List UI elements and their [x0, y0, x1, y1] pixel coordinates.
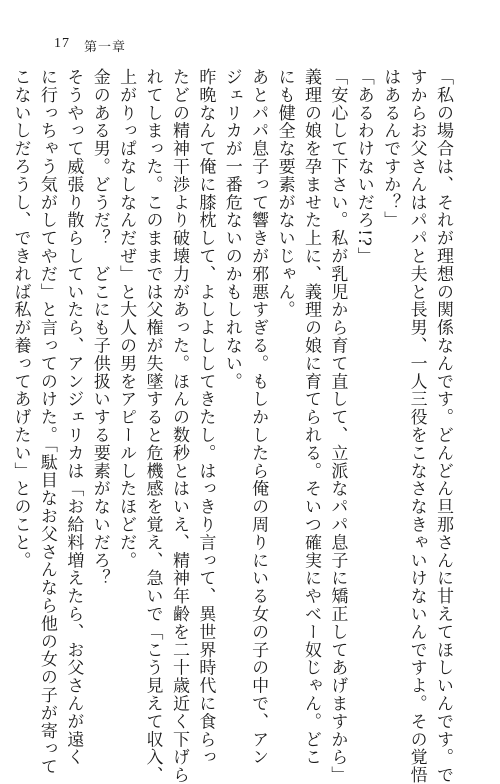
- text-line: に行っちゃう気がしてやだ」と言ってのけた。「駄目なお父さんなら他の女の子が寄って: [36, 68, 57, 776]
- text-line: れてしまった。このままでは父権が失墜すると危機感を覚え、急いで「こう見えて収入、: [142, 68, 163, 784]
- page-header: [54, 36, 126, 55]
- text-line: あとパパ息子って響きが邪悪すぎる。もしかしたら俺の周りにいる女の子の中で、アン: [248, 68, 269, 767]
- text-line: にも健全な要素がないじゃん。: [274, 68, 295, 319]
- text-line: たどの精神干渉より破壊力があった。ほんの数秒とはいえ、精神年齢を二十歳近く下げら: [168, 68, 189, 784]
- text-line: 昨晩なんて俺に膝枕して、よしよししてきたし。はっきり言って、異世界時代に食らっ: [195, 68, 216, 767]
- text-line: 「安心して下さい。私が乳児から育て直して、立派なパパ息子に矯正してあげますから」: [327, 68, 348, 784]
- text-line: 金のある男。どうだ？ どこにも子供扱いする要素がないだろ？: [89, 68, 110, 588]
- text-line: 「あるわけないだろ!?」: [353, 68, 374, 265]
- text-line: ジェリカが一番危ないのかもしれない。: [221, 68, 242, 391]
- text-line: そうやって威張り散らしていたら、アンジェリカは「お給料増えたら、お父さんが遠く: [63, 68, 84, 767]
- text-line: 「私の場合は、それが理想の関係なんです。どんどん旦那さんに甘えてほしいんです。で: [433, 68, 453, 784]
- text-line: 上がりっぱなしなんだぜ」と大人の男をアピールしたほどだ。: [116, 68, 137, 570]
- chapter-title: 第一章: [84, 40, 127, 55]
- text-line: 義理の娘を孕ませた上に、義理の娘に育てられる。そいつ確実にやべー奴じゃん。どこ: [300, 68, 321, 767]
- vertical-body-text: [10, 68, 456, 784]
- text-line: こないしだろうし、できれば私が養ってあげたい」とのこと。: [10, 68, 31, 570]
- text-line: はあるんですか？」: [380, 68, 401, 230]
- page-number: 17: [54, 36, 70, 51]
- text-line: すからお父さんはパパと夫と長男、一人三役をこなさなきゃいけないんですよ。その覚悟: [406, 68, 427, 784]
